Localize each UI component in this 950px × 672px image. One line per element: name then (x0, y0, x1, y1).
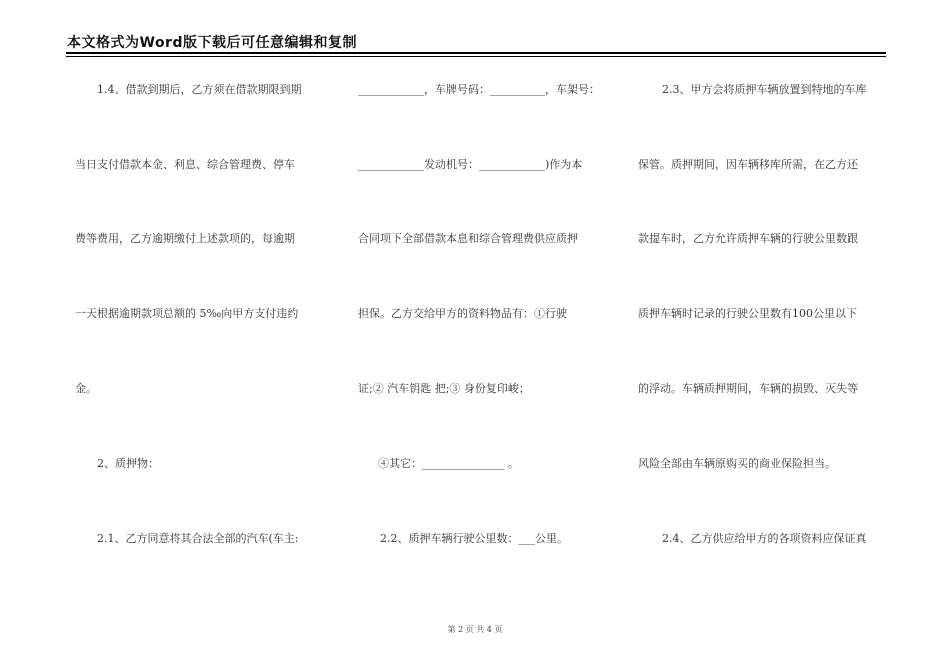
text-line: 金。 (75, 382, 97, 395)
text-line: 合同项下全部借款本息和综合管理费供应质押 (358, 232, 578, 245)
text-line: 保管。质押期间，因车辆移库所需，在乙方还 (638, 158, 858, 171)
text-line: 当日支付借款本金、利息、综合管理费、停车 (75, 158, 295, 171)
text-line: 1.4、借款到期后，乙方须在借款期限到期 (97, 83, 302, 96)
text-line: ____________，车牌号码：__________，车架号： (358, 83, 600, 96)
text-column-2 (358, 0, 608, 600)
text-line: 2.1、乙方同意将其合法全部的汽车(车主: (97, 532, 299, 545)
page-header-title: 本文格式为Word版下载后可任意编辑和复制 (67, 35, 357, 51)
text-line: 费等费用，乙方逾期缴付上述款项的，每逾期 (75, 232, 295, 245)
text-line: ____________发动机号：____________)作为本 (358, 158, 583, 171)
text-line: 质押车辆时记录的行驶公里数有100公里以下 (638, 307, 857, 320)
text-line: 2.4、乙方供应给甲方的各项资料应保证真 (662, 532, 867, 545)
text-line: 证;② 汽车钥匙 把;③ 身份复印峻； (358, 382, 530, 395)
text-line: 风险全部由车辆原购买的商业保险担当。 (638, 457, 836, 470)
text-line: 担保。乙方交给甲方的资料物品有：①行驶 (358, 307, 567, 320)
text-column-3 (638, 0, 883, 600)
text-column-1 (75, 0, 325, 600)
text-line: ④其它：_______________ 。 (378, 457, 519, 470)
section-heading: 2、质押物： (97, 457, 159, 470)
text-line: 的浮动。车辆质押期间，车辆的损毁、灭失等 (638, 382, 858, 395)
text-line: 一天根据逾期款项总额的 5‰向甲方支付违约 (75, 307, 299, 320)
text-line: 2.3、甲方会将质押车辆放置到特地的车库 (662, 83, 867, 96)
page-number-footer: 第 2 页 共 4 页 (447, 625, 503, 634)
text-line: 款提车时，乙方允许质押车辆的行驶公里数跟 (638, 232, 858, 245)
text-line: 2.2、质押车辆行驶公里数：___公里。 (380, 532, 568, 545)
